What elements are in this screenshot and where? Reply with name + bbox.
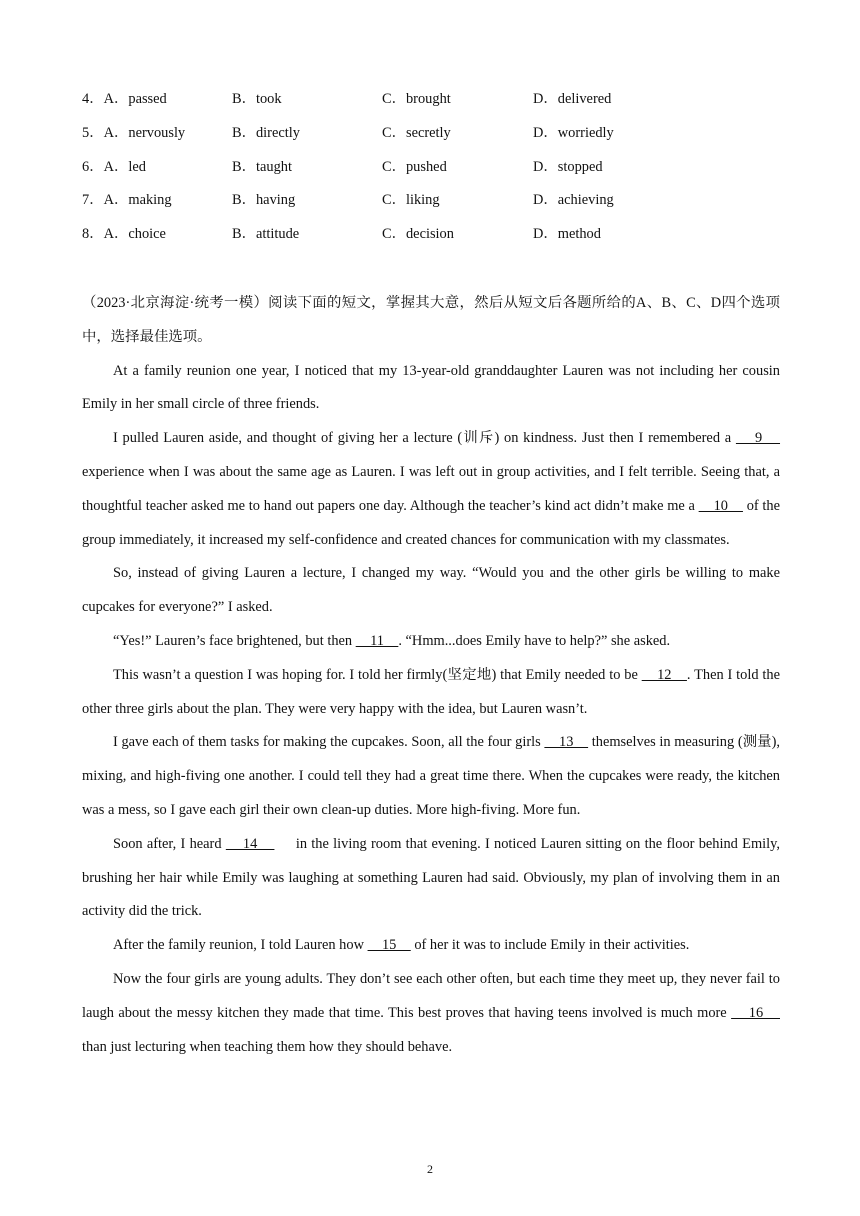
option-a: A．led [103, 158, 146, 175]
question-number: 5． [82, 124, 104, 141]
paragraph-9: Now the four girls are young adults. They don’t see each other often, but each time they meet up, they never fail to laugh about the messy kitchen they made that time. This best proves that having teens involved is much more 16 than just lecturing when teaching them how they should behave. [82, 970, 780, 1055]
option-b: B．directly [232, 124, 300, 141]
blank-13: 13 [544, 734, 589, 751]
page-number: 2 [427, 1162, 433, 1176]
paragraph-2: I pulled Lauren aside, and thought of giving her a lecture (训斥) on kindness. Just then I remembered a 9 experience when I was about the same age as Lauren. I was left out in group activities, and I felt terrible. Seeing that, a thoughtful teacher asked me to hand out papers one day. Although the teacher’s kind act didn’t make me a 10 of the group immediately, it increased my self-confidence and created chances for communication with my classmates. [82, 430, 781, 548]
reading-passage [82, 287, 784, 1064]
option-row-4 [82, 88, 782, 122]
option-a: A．choice [103, 226, 166, 243]
question-number: 6． [82, 158, 104, 175]
blank-14: 14 [225, 835, 275, 852]
answer-options [82, 88, 782, 257]
option-d: D．method [533, 226, 601, 243]
option-c: C．pushed [382, 158, 447, 175]
option-b: B．attitude [232, 226, 300, 243]
option-d: D．worriedly [533, 124, 614, 141]
option-row-6 [82, 156, 782, 190]
blank-16: 16 [731, 1004, 780, 1021]
blank-12: 12 [641, 666, 687, 683]
option-row-5 [82, 122, 782, 156]
blank-10: 10 [698, 497, 743, 514]
question-number: 7． [82, 192, 104, 209]
option-b: B．took [232, 91, 282, 107]
blank-15: 15 [367, 937, 411, 954]
option-c: C．brought [382, 91, 451, 107]
option-b: B．having [232, 192, 296, 209]
blank-11: 11 [355, 632, 399, 649]
option-row-8 [82, 223, 782, 257]
passage-instructions: （2023·北京海淀·统考一模）阅读下面的短文，掌握其大意，然后从短文后各题所给的A、B、C、D四个选项中，选择最佳选项。 [82, 295, 780, 345]
question-number: 8． [82, 226, 104, 243]
option-b: B．taught [232, 158, 292, 175]
option-a: A．passed [103, 91, 167, 107]
option-d: D．delivered [533, 91, 612, 107]
paragraph-1: At a family reunion one year, I noticed that my 13-year-old granddaughter Lauren was not including her cousin Emily in her small circle of three friends. [82, 362, 780, 413]
option-a: A．nervously [103, 124, 186, 141]
option-a: A．making [103, 192, 172, 209]
question-number: 4． [82, 91, 104, 107]
option-c: C．secretly [382, 124, 451, 141]
option-d: D．achieving [533, 192, 614, 209]
option-c: C．liking [382, 192, 440, 209]
paragraph-5: This wasn’t a question I was hoping for. I told her firmly(坚定地) that Emily needed to be 12 . Then I told the other three girls about the plan. They were very happy with the idea, but Lauren wasn’t. [82, 666, 781, 717]
paragraph-6: I gave each of them tasks for making the cupcakes. Soon, all the four girls 13 themselves in measuring (测量), mixing, and high-fiving one another. I could tell they had a great time there. When the cupcakes were ready, the kitchen was a mess, so I gave each girl their own clean-up duties. More high-fiving. More fun. [82, 734, 780, 818]
paragraph-4: “Yes!” Lauren’s face brightened, but then 11 . “Hmm...does Emily have to help?” she asked. [113, 632, 671, 649]
blank-9: 9 [735, 430, 781, 447]
option-row-7 [82, 189, 782, 223]
paragraph-8: After the family reunion, I told Lauren how 15 of her it was to include Emily in their activities. [113, 937, 690, 954]
option-c: C．decision [382, 226, 454, 243]
paragraph-3: So, instead of giving Lauren a lecture, I changed my way. “Would you and the other girls be willing to make cupcakes for everyone?” I asked. [82, 565, 780, 616]
option-d: D．stopped [533, 158, 603, 175]
paragraph-7: Soon after, I heard 14 in the living room that evening. I noticed Lauren sitting on the floor behind Emily, brushing her hair while Emily was laughing at something Lauren had said. Obviously, my plan of involving them in an activity did the trick. [82, 835, 784, 920]
